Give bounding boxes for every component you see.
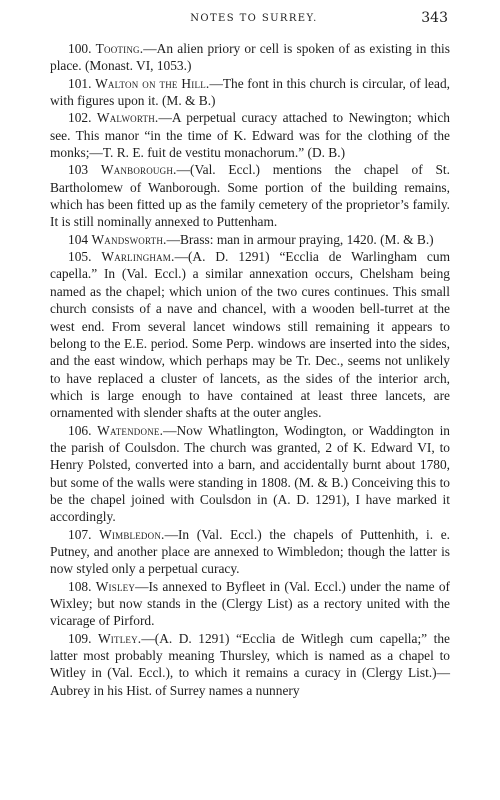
running-title: NOTES TO SURREY. <box>190 13 318 24</box>
note-text: —Now Whatlington, Wodington, or Waddington in the parish of Coulsdon. The church was granted, 2 of K. Edward VI, to Henry Polsted, converted into a barn, and accidentally burnt about 1780, but some of the walls were standing in 1808. (M. & B.) Conceiving this to be the chapel joined with Coulsdon in (A. D. 1291), I have marked it accordingly. <box>50 422 450 525</box>
note-number: 100. <box>68 41 92 56</box>
note-number: 101. <box>68 75 92 91</box>
note-place: Watendone. <box>97 422 164 438</box>
note-text: —(A. D. 1291) “Ecclia de Warlingham cum capella.” In (Val. Eccl.) a similar annexation occurs, Chelsham being named as the chapel; which union of the two cures continues. This small church consists of a nave and chancel, with a wooden bell-turret at the west end. From several lancet windows still remaining it appears to belong to the E.E. period. Some Perp. windows are inserted into the sides, and the east window, which perhaps may be Tr. Dec., seems not unlikely to have replaced a cluster of lancets, as the sides of the interior arch, which is large enough to have contained at least three lancets, are ornamented with slender shafts at the outer angles. <box>50 249 450 421</box>
note-place: Wandsworth. <box>91 231 167 247</box>
note-number: 107. <box>68 526 92 542</box>
note-place: Wimbledon. <box>99 526 165 542</box>
note-text: —(A. D. 1291) “Ecclia de Witlegh cum capella;” the latter most probably meaning Thursley, which is named as a chapel to Witley in (Val. Eccl.), to which it remains a curacy in (Clergy List.)—Aubrey in his Hist. of Surrey names a nunnery <box>50 630 450 698</box>
note-text: —The font in this church is circular, of lead, with figures upon it. (M. & B.) <box>50 75 450 109</box>
note-number: 108. <box>68 578 92 594</box>
note-place: Walworth. <box>96 110 159 126</box>
page-header <box>60 10 448 34</box>
note-number: 105. <box>68 249 92 265</box>
note-place: Witley. <box>97 630 142 646</box>
note-text: —In (Val. Eccl.) the chapels of Puttenhith, i. e. Putney, and another place are annexed to Wimbledon; though the latter is now styled only a perpetual curacy. <box>50 526 450 577</box>
note-entry <box>50 526 450 578</box>
note-entry <box>50 161 450 230</box>
page-number: 343 <box>421 10 448 26</box>
note-entry <box>50 630 450 699</box>
note-entry <box>50 75 450 110</box>
note-entry <box>50 578 450 630</box>
note-text: —(Val. Eccl.) mentions the chapel of St. Bartholomew of Wanborough. Some portion of the building remains, which has been fitted up as the family cemetery of the proprietor’s family. It is still nominally annexed to Puttenham. <box>50 162 450 230</box>
note-place: Wanborough. <box>100 162 177 178</box>
note-number: 104 <box>68 231 89 247</box>
notes-body <box>50 40 450 699</box>
note-entry <box>50 248 450 421</box>
note-text: —Brass: man in armour praying, 1420. (M. & B.) <box>166 231 434 247</box>
note-entry <box>50 231 450 248</box>
note-entry <box>50 40 450 75</box>
note-number: 106. <box>68 422 92 438</box>
note-place: Warlingham. <box>101 249 175 265</box>
note-text: —An alien priory or cell is spoken of as existing in this place. (Monast. VI, 1053.) <box>50 41 450 74</box>
note-text: —Is annexed to Byfleet in (Val. Eccl.) under the name of Wixley; but now stands in the (Clergy List) as a rectory united with the vicarage of Pirford. <box>50 578 450 629</box>
note-place: Walton on the Hill. <box>95 75 210 91</box>
note-place: Tooting. <box>95 41 144 56</box>
note-number: 109. <box>68 630 92 646</box>
note-text: —A perpetual curacy attached to Newington; which see. This manor “in the time of K. Edward was for the clothing of the monks;—T. R. E. fuit de vestitu monachorum.” (D. B.) <box>50 110 450 161</box>
note-entry <box>50 109 450 161</box>
note-entry <box>50 422 450 526</box>
note-number: 102. <box>68 110 92 126</box>
note-number: 103 <box>68 162 89 178</box>
note-place: Wisley <box>95 578 136 594</box>
